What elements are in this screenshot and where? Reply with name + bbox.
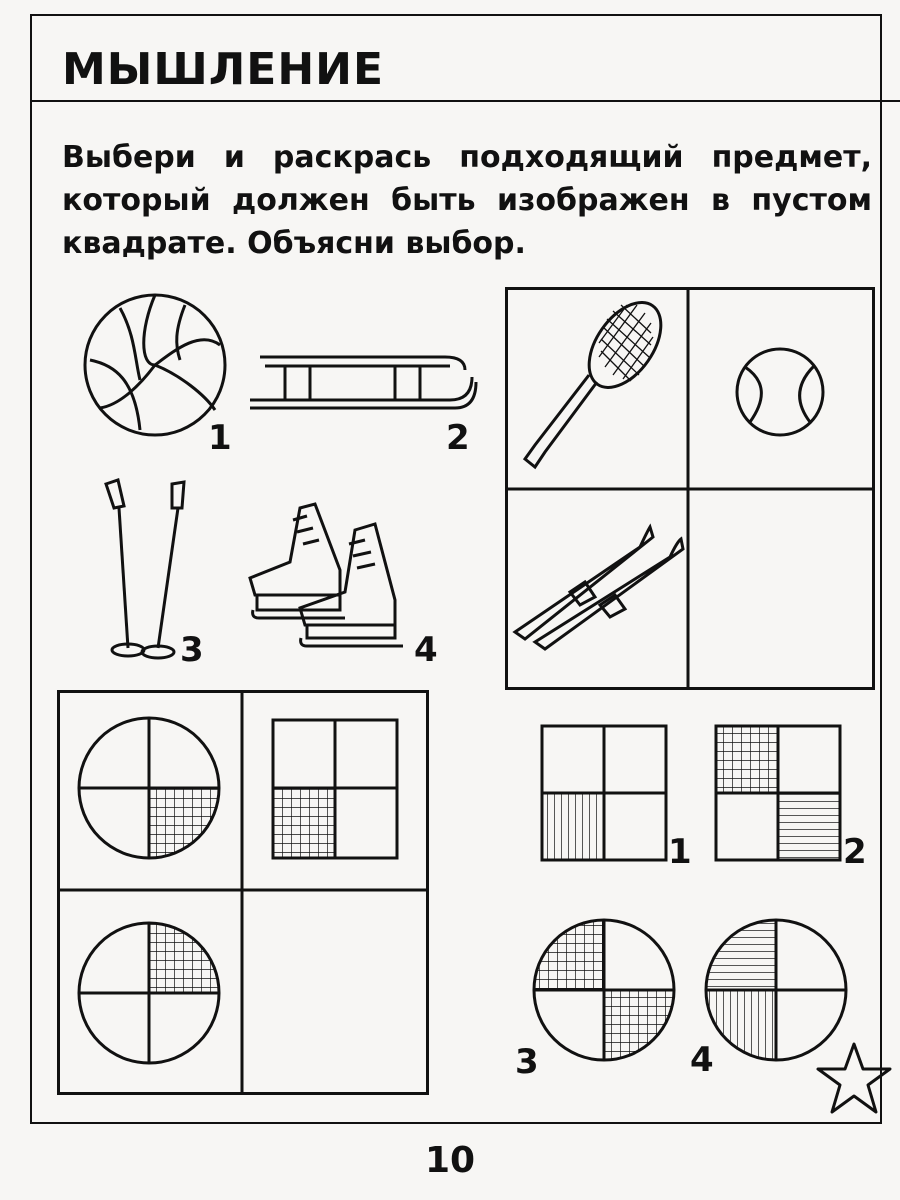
page-title: МЫШЛЕНИЕ — [62, 44, 385, 95]
star-icon — [815, 1040, 893, 1118]
option-bottom-2-number: 2 — [843, 832, 867, 872]
instruction-line-1: Выбери и раскрась подходящий предмет, — [62, 140, 872, 175]
sports-grid — [505, 287, 875, 690]
option-top-4-number: 4 — [414, 630, 438, 670]
task-instruction — [62, 136, 872, 265]
pattern-option-2[interactable] — [714, 724, 842, 862]
option-bottom-1-number: 1 — [668, 832, 692, 872]
page-number: 10 — [424, 1140, 476, 1181]
option-bottom-3-number: 3 — [515, 1042, 539, 1082]
circle-grid-bottom-right — [79, 718, 219, 858]
pattern-grid — [57, 690, 429, 1095]
option-top-3-number: 3 — [180, 630, 204, 670]
option-bottom-4-number: 4 — [690, 1040, 714, 1080]
instruction-line-2: который должен быть изображен в пустом — [62, 183, 872, 218]
sled-icon[interactable] — [250, 352, 475, 414]
skis-icon — [515, 527, 683, 649]
option-top-2-number: 2 — [446, 418, 470, 458]
square-grid-bottom-left — [273, 720, 397, 858]
skates-icon[interactable] — [245, 500, 415, 650]
tennis-racket-icon — [525, 290, 675, 467]
option-top-1-number: 1 — [208, 418, 232, 458]
pattern-option-3[interactable] — [530, 916, 678, 1064]
pattern-option-1[interactable] — [540, 724, 668, 862]
tennis-ball-icon — [737, 349, 823, 435]
circle-grid-top-right — [79, 923, 219, 1063]
instruction-line-3: квадрате. Объясни выбор. — [62, 226, 526, 261]
